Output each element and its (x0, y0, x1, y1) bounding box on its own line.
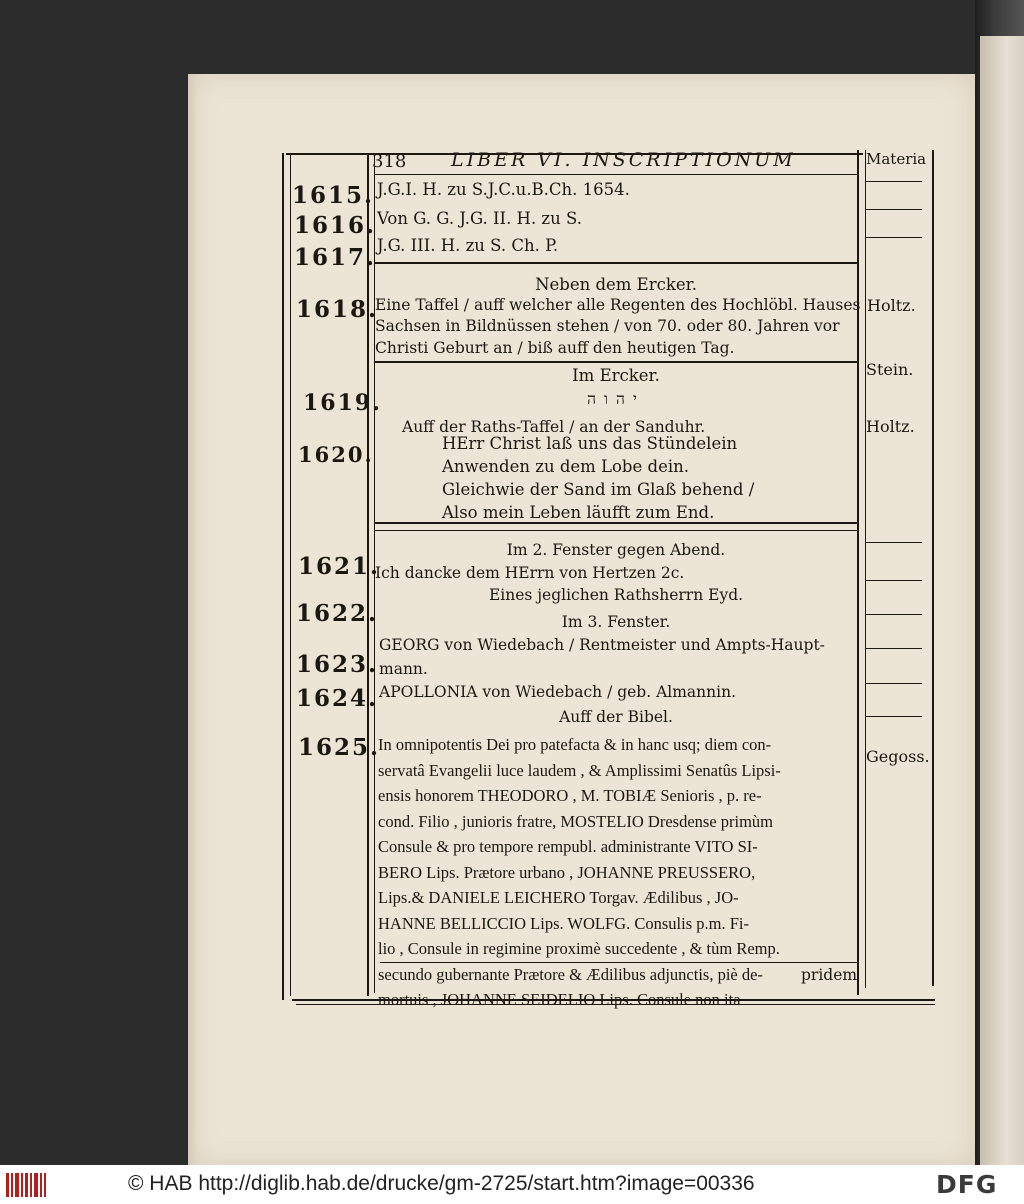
entry-number: 1624. (296, 685, 379, 712)
page-edge (188, 74, 198, 1166)
column-header-materia: Materia (866, 150, 927, 168)
material-dash (866, 648, 922, 649)
tetragrammaton: יהוה (587, 390, 645, 408)
entry-line: Christi Geburt an / biß auff den heutigen Tag. (375, 339, 735, 357)
entry-number: 1618. (296, 296, 379, 323)
entry-line: Eine Taffel / auff welcher alle Regenten des Hochlöbl. Hauses (375, 296, 861, 314)
entry-text: J.G. III. H. zu S. Ch. P. (377, 236, 559, 255)
material-dash (866, 209, 922, 210)
entry-number: 1619. (303, 390, 382, 416)
material-dash (866, 683, 922, 684)
entry-number: 1625. (298, 734, 381, 761)
frame-material-rule (857, 150, 859, 995)
material-dash (866, 237, 922, 238)
section-heading: Im 3. Fenster. (561, 613, 671, 631)
page-number: 318 (372, 151, 407, 172)
entry-line: GEORG von Wiedebach / Rentmeister und Ampts-Haupt- (379, 636, 825, 654)
entry-number: 1621. (298, 553, 381, 580)
frame-left-outer (282, 153, 284, 1000)
verse-line: Anwenden zu dem Lobe dein. (442, 457, 689, 476)
latin-inscription (378, 732, 781, 1013)
section-heading: Im Ercker. (572, 366, 660, 385)
inscription-line: servatâ Evangelii luce laudem , & Amplissimi Senatûs Lipsi- (378, 760, 781, 780)
barcode-icon (6, 1173, 46, 1197)
inscription-line: Consule & pro tempore rempubl. administrante VITO SI- (378, 837, 758, 856)
material-label: Gegoss. (866, 747, 930, 766)
inscription-line: In omnipotentis Dei pro patefacta & in hanc usq; diem con- (378, 735, 772, 754)
entry-line: Sachsen in Bildnüssen stehen / von 70. oder 80. Jahren vor (375, 317, 840, 335)
section-heading: Eines jeglichen Rathsherrn Eyd. (488, 586, 744, 604)
viewer-footer (0, 1165, 1024, 1204)
entry-text: Ich dancke dem HErrn von Hertzen 2c. (375, 564, 685, 582)
entry-number: 1616. (294, 212, 377, 239)
material-dash (866, 181, 922, 182)
separator (375, 522, 857, 524)
entry-text: Von G. G. J.G. II. H. zu S. (377, 209, 582, 228)
section-heading: Auff der Bibel. (559, 708, 673, 726)
inscription-line: ensis honorem THEODORO , M. TOBIÆ Senioris , p. re- (378, 786, 762, 805)
inscription-line: cond. Filio , junioris fratre, MOSTELIO Dresdense primùm (378, 811, 774, 831)
entry-number: 1615. (292, 182, 375, 209)
inscription-line: HANNE BELLICCIO Lips. WOLFG. Consulis p.m. Fi- (378, 913, 749, 933)
inscription-line: Lips.& DANIELE LEICHERO Torgav. Ædilibus , JO- (378, 888, 739, 907)
separator (375, 262, 857, 264)
material-dash (866, 716, 922, 717)
entry-number: 1622. (296, 600, 379, 627)
separator (375, 361, 857, 363)
entry-number: 1617. (294, 244, 377, 271)
frame-left-inner (290, 153, 291, 996)
inscription-line: BERO Lips. Prætore urbano , JOHANNE PREUSSERO, (378, 862, 756, 882)
verse-line: Also mein Leben läufft zum End. (442, 503, 715, 522)
separator (375, 530, 857, 531)
verse-line: Gleichwie der Sand im Glaß behend / (442, 480, 755, 499)
entry-number: 1623. (296, 651, 379, 678)
material-label: Holtz. (866, 417, 915, 436)
section-heading: Neben dem Ercker. (535, 275, 697, 294)
inscription-line: secundo gubernante Prætore & Ædilibus adjunctis, piè de- (378, 964, 763, 984)
material-dash (866, 580, 922, 581)
inscription-line: lio , Consule in regimine proximè succedente , & tùm Remp. (378, 939, 780, 958)
entry-text: J.G.I. H. zu S.J.C.u.B.Ch. 1654. (377, 180, 630, 199)
running-head: LIBER VI. INSCRIPTIONUM (451, 149, 796, 171)
inscription-line: mortuis , JOHANNE SEIDELIO Lips. Consule non ita (378, 990, 741, 1009)
frame-material-rule-2 (865, 150, 866, 988)
head-underline (375, 174, 857, 175)
material-label: Stein. (866, 360, 914, 379)
frame-right-rule (932, 150, 934, 986)
catchword: pridem (801, 966, 858, 984)
section-heading: Im 2. Fenster gegen Abend. (506, 541, 726, 559)
entry-number: 1620. (298, 442, 374, 467)
source-url[interactable]: © HAB http://diglib.hab.de/drucke/gm-2725/start.htm?image=00336 (128, 1172, 755, 1195)
material-dash (866, 542, 922, 543)
facing-page-edge (980, 36, 1024, 1166)
entry-line: mann. (379, 660, 428, 678)
material-dash (866, 614, 922, 615)
material-label: Holtz. (867, 296, 916, 315)
verse-line: HErr Christ laß uns das Stündelein (442, 434, 738, 453)
entry-line: Auff der Raths-Taffel / an der Sanduhr. (402, 418, 706, 436)
dfg-logo: DFG (936, 1170, 998, 1199)
entry-text: APOLLONIA von Wiedebach / geb. Almannin. (379, 683, 737, 701)
